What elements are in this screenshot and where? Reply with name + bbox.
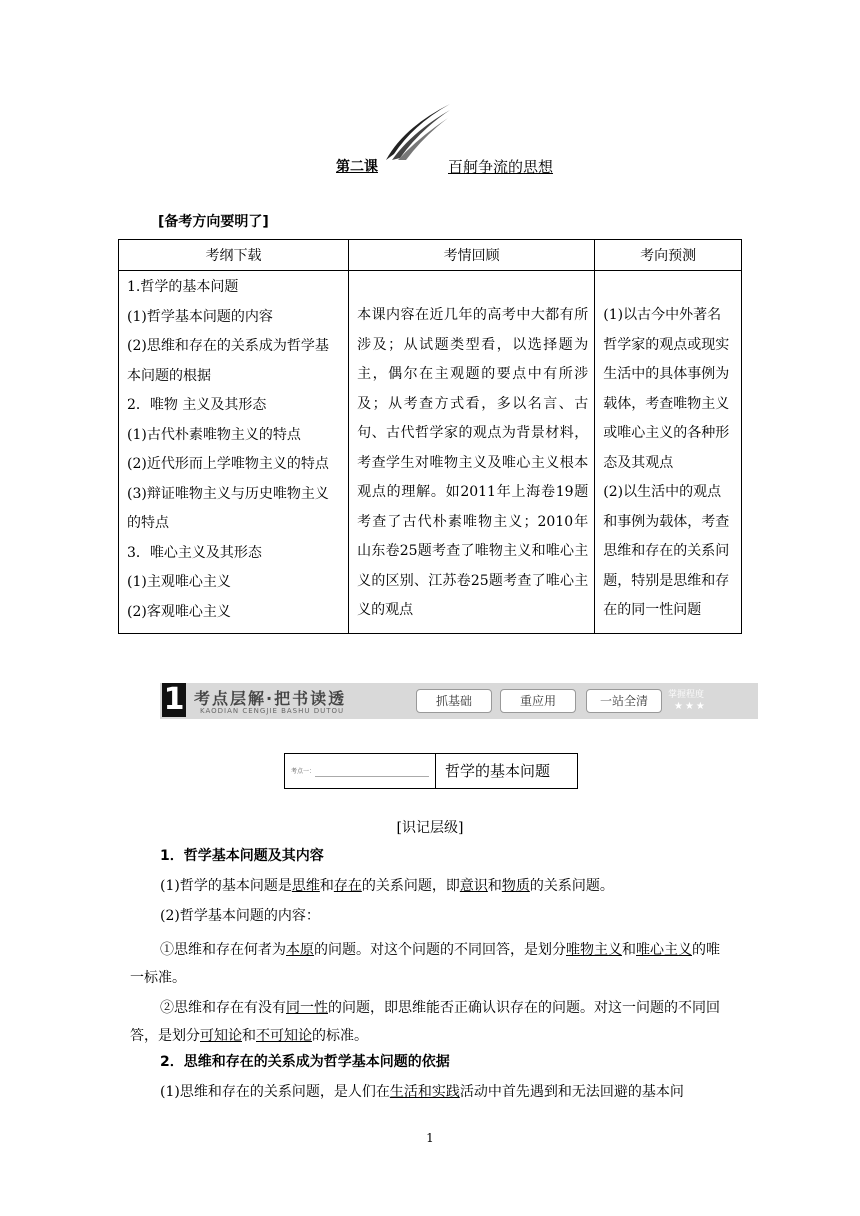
basics-button[interactable]: 抓基础 — [416, 689, 492, 713]
one-stop-button[interactable]: 一站全清 — [586, 689, 662, 713]
mastery-stars-icon: ★★★ — [674, 701, 707, 712]
table-header-review: 考情回顾 — [349, 240, 595, 271]
lesson-number: 第二课 — [336, 159, 378, 175]
syllabus-line: 1.哲学的基本问题 — [127, 279, 239, 295]
forecast-line: (1)以古今中外著名哲学家的观点或现实生活中的具体事例为载体，考查唯物主义或唯心主义的各种形态及其观点 — [603, 307, 730, 471]
heading-2: 2．思维和存在的关系成为哲学基本问题的依据 — [160, 1054, 450, 1070]
heading-1: 1．哲学基本问题及其内容 — [160, 848, 324, 864]
forecast-cell — [595, 271, 742, 634]
review-cell — [349, 271, 595, 634]
syllabus-text — [127, 273, 342, 627]
exam-guide-table — [118, 239, 742, 634]
forecast-text — [603, 301, 735, 626]
topic-label-area — [285, 754, 436, 788]
topic-divider — [315, 776, 429, 777]
table-header-forecast: 考向预测 — [595, 240, 742, 271]
syllabus-line: 3．唯心主义及其形态 — [127, 544, 262, 561]
forecast-line: (2)以生活中的观点和事例为载体，考查思维和存在的关系问题，特别是思维和存在的同一性问题 — [603, 484, 730, 618]
syllabus-line: (3)辩证唯物主义与历史唯物主义的特点 — [127, 485, 329, 531]
page-number: 1 — [426, 1131, 434, 1145]
syllabus-line: (2)客观唯心主义 — [127, 603, 231, 620]
banner-pinyin: KAODIAN CENGJIE BASHU DUTOU — [200, 707, 345, 715]
section-label: [备考方向要明了] — [158, 214, 269, 230]
banner-title: 考点层解·把书读透 — [194, 689, 347, 708]
mastery-label: 掌握程度 — [668, 690, 705, 700]
paragraph-1: (1)哲学的基本问题是思维和存在的关系问题，即意识和物质的关系问题。 — [160, 878, 614, 894]
syllabus-line: (1)哲学基本问题的内容 — [127, 308, 273, 325]
topic-title: 哲学的基本问题 — [445, 762, 551, 780]
paragraph-2: (2)哲学基本问题的内容： — [160, 908, 320, 924]
review-text: 本课内容在近几年的高考中大都有所涉及；从试题类型看，以选择题为主，偶尔在主观题的要点中有所涉及；从考查方式看，多以名言、古句、古代哲学家的观点为背景材料，考查学生对唯物主义及唯心主义根本观点的理解。如2011年上海卷19题考查了古代朴素唯物主义；2010年山东卷25题考查了唯物主义和唯心主义的区别、江苏卷25题考查了唯心主义的观点 — [357, 307, 589, 618]
topic-small-label: 考点一： — [291, 768, 316, 775]
application-button[interactable]: 重应用 — [500, 689, 576, 713]
topic-box — [284, 753, 578, 789]
table-row — [119, 271, 742, 634]
paragraph-5: (1)思维和存在的关系问题，是人们在生活和实践活动中首先遇到和无法回避的基本问 — [160, 1084, 684, 1100]
syllabus-cell — [119, 271, 349, 634]
lesson-title: 百舸争流的思想 — [448, 158, 554, 176]
lesson-header — [0, 150, 860, 176]
syllabus-line: (2)思维和存在的关系成为哲学基本问题的根据 — [127, 338, 329, 384]
paragraph-3: ①思维和存在何者为本原的问题。对这个问题的不同回答，是划分唯物主义和唯心主义的唯一标准。 — [130, 942, 720, 986]
table-header-syllabus: 考纲下载 — [119, 240, 349, 271]
level-label: [识记层级] — [396, 820, 464, 836]
section-banner — [160, 683, 758, 719]
banner-number: 1 — [163, 682, 185, 717]
syllabus-line: (1)主观唯心主义 — [127, 574, 231, 590]
table-header-row — [119, 240, 742, 271]
syllabus-line: (2)近代形而上学唯物主义的特点 — [127, 456, 329, 472]
paragraph-4: ②思维和存在有没有同一性的问题，即思维能否正确认识存在的问题。对这一问题的不同回答，是划分可知论和不可知论的标准。 — [130, 1000, 720, 1044]
syllabus-line: 2．唯物 主义及其形态 — [127, 397, 267, 413]
syllabus-line: (1)古代朴素唯物主义的特点 — [127, 426, 301, 443]
